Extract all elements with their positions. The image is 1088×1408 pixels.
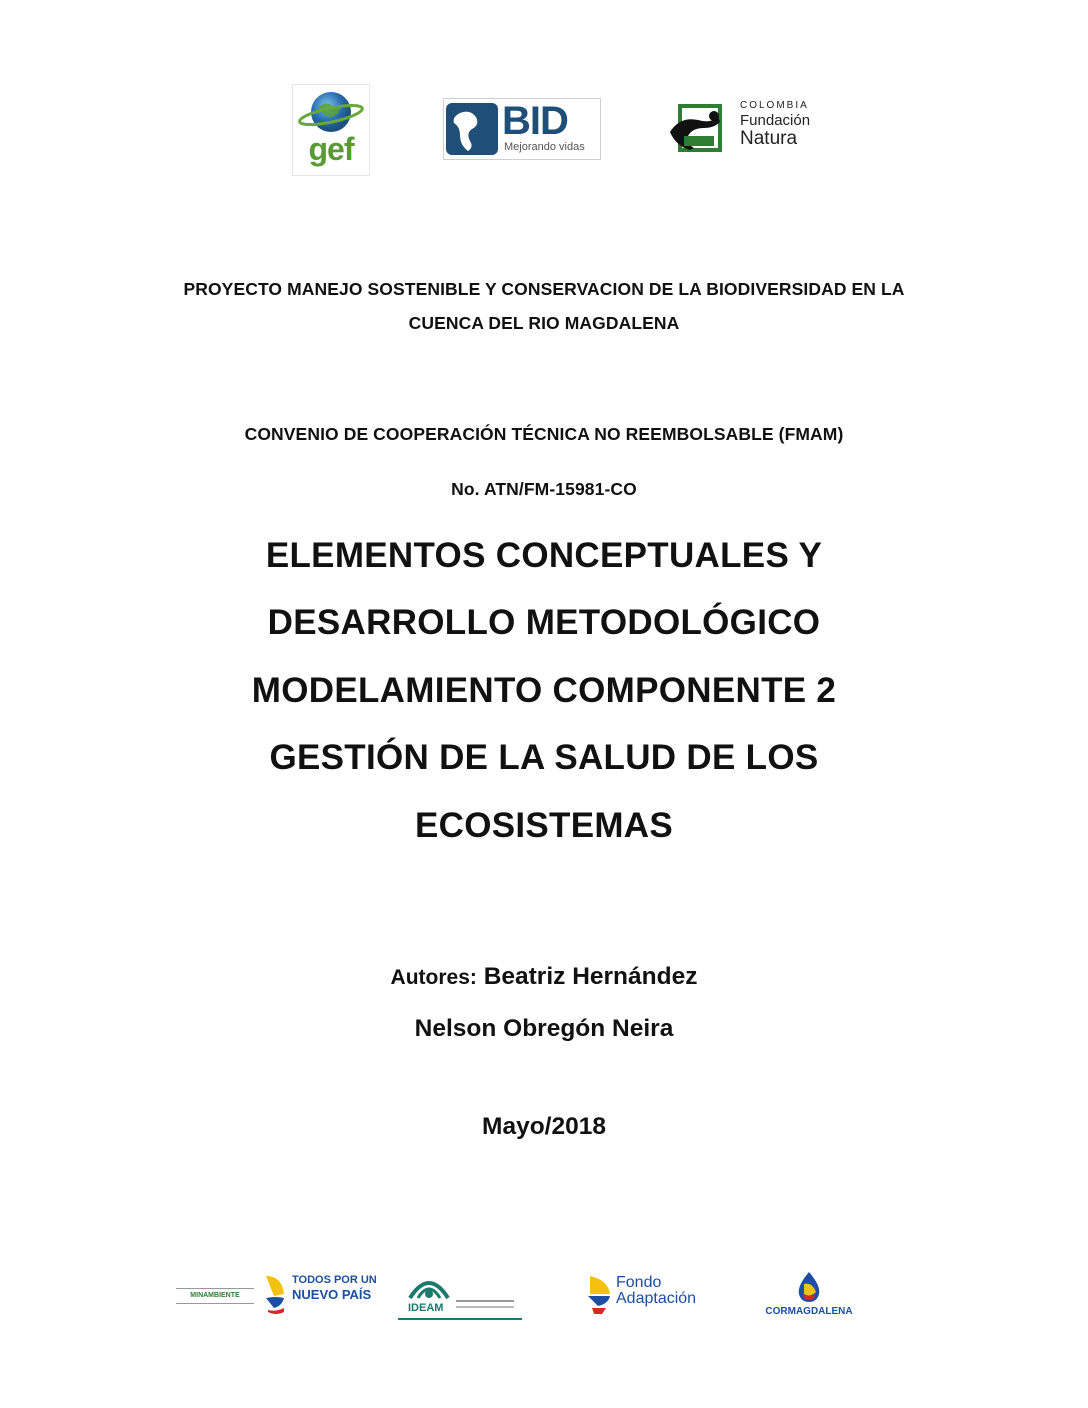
fondo-line1: Fondo (616, 1274, 662, 1291)
bid-tagline: Mejorando vidas (504, 141, 585, 153)
bid-americas-icon (446, 103, 498, 155)
publication-date: Mayo/2018 (482, 1113, 606, 1140)
authors-line (0, 963, 1088, 991)
main-title-line1: ELEMENTOS CONCEPTUALES Y (265, 536, 823, 575)
main-title-line4: GESTIÓN DE LA SALUD DE LOS (269, 738, 819, 777)
gef-logo (292, 84, 370, 176)
bid-logo (443, 98, 601, 160)
minambiente-text: MINAMBIENTE (176, 1288, 254, 1304)
ideam-logo (398, 1268, 522, 1324)
bid-wordmark: BID (502, 99, 568, 143)
ideam-divider (456, 1300, 514, 1302)
cormagdalena-drop-icon (796, 1270, 822, 1304)
cormagdalena-logo (762, 1268, 856, 1324)
ideam-text: IDEAM (408, 1302, 444, 1314)
fondo-flag-icon (584, 1274, 614, 1316)
fundacion-natura-logo (668, 98, 818, 158)
natura-country: COLOMBIA (740, 100, 809, 111)
project-title-line1: PROYECTO MANEJO SOSTENIBLE Y CONSERVACION DE LA BIODIVERSIDAD EN LA (183, 279, 905, 299)
author-2: Nelson Obregón Neira (414, 1015, 674, 1042)
colombia-flag-icon (262, 1272, 290, 1316)
author-1: Beatriz Hernández (483, 963, 698, 990)
project-title-line2: CUENCA DEL RIO MAGDALENA (408, 313, 680, 333)
ideam-underline (398, 1318, 522, 1320)
natura-line3: Natura (740, 128, 798, 149)
monkey-icon (668, 102, 724, 154)
main-title-line2: DESARROLLO METODOLÓGICO (267, 603, 821, 642)
convenio-line: CONVENIO DE COOPERACIÓN TÉCNICA NO REEMBOLSABLE (FMAM) (244, 424, 844, 444)
minambiente-todos-logo (176, 1268, 377, 1324)
fondo-adaptacion-logo (584, 1268, 704, 1324)
cormagdalena-text: CORMAGDALENA (765, 1306, 853, 1317)
main-title-line3: MODELAMIENTO COMPONENTE 2 (251, 671, 837, 710)
natura-line2: Fundación (740, 112, 811, 129)
ideam-divider-2 (456, 1306, 514, 1308)
todos-line2: NUEVO PAÍS (292, 1287, 372, 1302)
fondo-line2: Adaptación (616, 1290, 697, 1307)
todos-line1: TODOS POR UN (292, 1274, 377, 1286)
convenio-number: No. ATN/FM-15981-CO (451, 479, 637, 499)
main-title-line5: ECOSISTEMAS (414, 806, 674, 845)
authors-label: Autores: (390, 966, 477, 989)
ideam-eye-icon (406, 1268, 452, 1302)
gef-wordmark: gef (308, 131, 354, 167)
